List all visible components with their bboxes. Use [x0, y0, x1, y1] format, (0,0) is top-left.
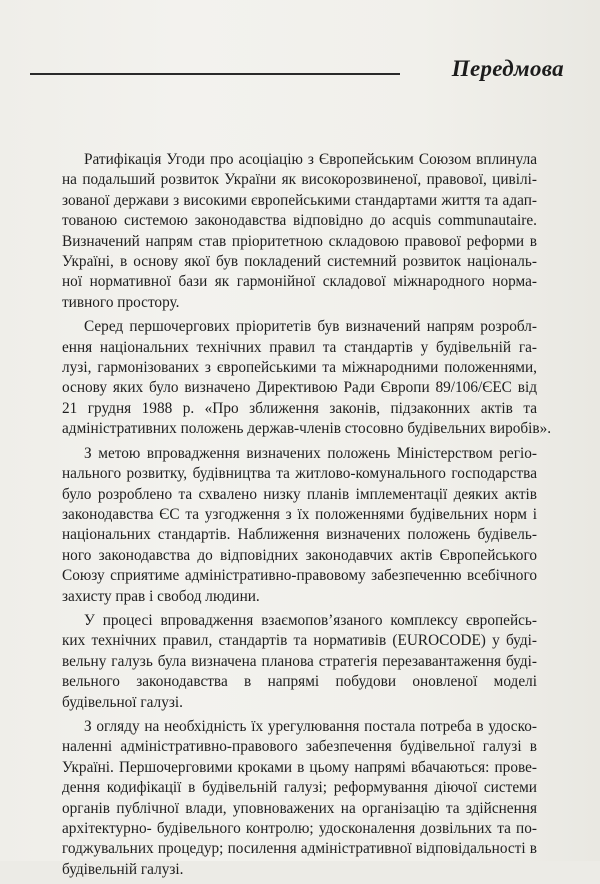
text-line: З метою впровадження визначених положень Міністерством регіо- [84, 444, 537, 462]
text-line: зованої держави з високими європейськими стандартами життя та адап- [62, 191, 537, 209]
text-line: ного законодавства до відповідних законодавчих актів Європейського [62, 546, 537, 564]
text-line: адміністративних положень держав-членів стосовно будівельних виробів». [62, 420, 552, 438]
text-line: тивного простору. [62, 293, 180, 311]
text-line: годжувальних процедур; посилення адміністративної відповідальності в [62, 840, 537, 858]
paragraph-2 [62, 317, 552, 439]
text-line: національних стандартів. Наближення визначених положень будівель- [62, 526, 537, 544]
text-line: вельного законодавства в напрямі побудови оновленої моделі [62, 673, 537, 691]
text-line: було розроблено та схвалено низку планів імплементації деяких актів [62, 485, 537, 503]
paragraph-5 [62, 717, 537, 880]
text-line: будівельній галузі. [62, 860, 184, 878]
text-line: органів публічної влади, уповноважених на організацію та здійснення [62, 799, 537, 817]
text-line: Серед першочергових пріоритетів був визначений напрям розробл- [84, 318, 537, 336]
text-line: захисту прав і свобод людини. [62, 587, 260, 605]
page-title: Передмова [451, 56, 564, 81]
text-line: нального розвитку, будівництва та житлово-комунального господарства [62, 465, 537, 483]
text-line: будівельної галузі. [62, 693, 183, 711]
text-line: Україні. Першочерговими кроками в цьому напрямі вбачаються: прове- [62, 758, 537, 776]
text-line: ких технічних правил, стандартів та нормативів (EUROCODE) у буді- [62, 632, 537, 650]
paragraph-4 [62, 611, 537, 713]
text-line: на подальший розвиток України як високорозвиненої, правової, цивілі- [62, 171, 537, 189]
text-line: вельну галузь була визначена планова стратегія перезавантаження буді- [62, 652, 537, 670]
text-line: наленні адміністративно-правового забезпечення будівельної галузі в [62, 738, 537, 756]
text-line: Визначений напрям став пріоритетною складовою правової реформи в [62, 232, 537, 250]
text-line: Ратифікація Угоди про асоціацію з Європейським Союзом вплинула [84, 151, 537, 168]
text-line: ної нормативної бази як гармонійної складової міжнародного норма- [62, 273, 537, 291]
text-line: дення кодифікації в будівельній галузі; реформування діючої системи [62, 779, 537, 797]
text-line: законодавства ЄС та узгодження з їх положеннями будівельних норм і [62, 505, 537, 523]
text-line: ення національних технічних правил та стандартів у будівельній га- [62, 338, 537, 356]
text-line: 21 грудня 1988 р. «Про зближення законів, підзаконних актів та [62, 399, 537, 417]
text-line: У процесі впровадження взаємопов’язаного комплексу європейсь- [84, 611, 537, 629]
paragraph-1 [62, 150, 537, 313]
page-body [62, 150, 552, 884]
text-line: архітектурно- будівельного контролю; удосконалення дозвільних та по- [62, 820, 537, 837]
header-rule [30, 73, 400, 75]
text-line: лузі, гармонізованих з європейськими та міжнародними положеннями, [62, 359, 537, 377]
text-line: З огляду на необхідність їх урегулювання постала потреба в удоско- [84, 717, 537, 735]
text-line: Союзу сприятиме адміністративно-правовому забезпеченню всебічного [62, 567, 537, 585]
paragraph-3 [62, 444, 537, 607]
text-line: Україні, в основу якої був покладений системний розвиток національ- [62, 253, 537, 271]
text-line: основу яких було визначено Директивою Ради Європи 89/106/ЄЕС від [62, 379, 537, 397]
text-line: тованою системою законодавства відповідно до acquis communautaire. [62, 212, 537, 230]
